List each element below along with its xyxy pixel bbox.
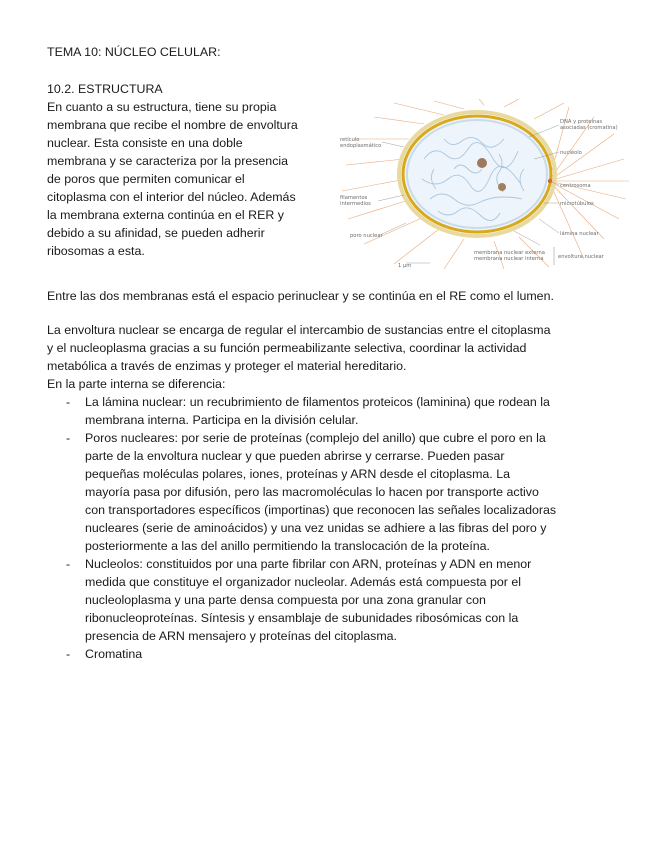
label-envoltura: envoltura nuclear — [558, 254, 604, 260]
bullet-line: Nucleolos: constituidos por una parte fibrilar con ARN, proteínas y ADN en menor — [85, 557, 532, 571]
bullet-dash: - — [66, 431, 71, 445]
bullet-line: Cromatina — [85, 647, 143, 661]
bullet-line: medida que constituye el organizador nucleolar. Además está compuesta por el — [85, 575, 522, 589]
intro-line: membrana y se caracteriza por la presencia — [47, 154, 289, 168]
intro-line: de poros que permiten comunicar el — [47, 172, 245, 186]
label-escala: 1 µm — [398, 263, 412, 269]
label-poro: poro nuclear — [350, 233, 383, 239]
nucleus-diagram — [334, 99, 634, 271]
centrosome-graphic — [548, 179, 552, 183]
label-microtubulos: microtúbulos — [560, 201, 594, 207]
bullet-line: nucleoloplasma y una parte densa compuesta por una zona granular con — [85, 593, 486, 607]
nucleolus-graphic — [477, 158, 487, 168]
label-filamentos: filamentos — [340, 195, 368, 201]
label-reticulo: endoplasmático — [340, 143, 382, 149]
paragraph-internal: En la parte interna se diferencia: — [47, 377, 226, 391]
bullet-line: parte de la envoltura nuclear y que pueden abrirse y cerrarse. Pueden pasar — [85, 449, 505, 463]
intro-line: nuclear. Esta consiste en una doble — [47, 136, 243, 150]
intro-line: debido a su afinidad, se pueden adherir — [47, 226, 265, 240]
bullet-line: mayoría pasa por difusión, pero las macromoléculas lo hacen por transporte activo — [85, 485, 539, 499]
label-centrosoma: centrosoma — [560, 183, 591, 189]
label-dna: asociadas (cromatina) — [560, 125, 618, 131]
nucleus-illustration — [334, 99, 634, 271]
label-filamentos: intermedios — [340, 201, 371, 207]
intro-line: citoplasma con el interior del núcleo. Además — [47, 190, 296, 204]
bullet-line: presencia de ARN mensajero y proteínas del citoplasma. — [85, 629, 397, 643]
label-lamina: lámina nuclear — [560, 231, 599, 237]
document-title: TEMA 10: NÚCLEO CELULAR: — [47, 45, 221, 59]
bullet-line: La lámina nuclear: un recubrimiento de filamentos proteicos (laminina) que rodean la — [85, 395, 550, 409]
bullet-line: Poros nucleares: por serie de proteínas (complejo del anillo) que cubre el poro en la — [85, 431, 546, 445]
function-line: La envoltura nuclear se encarga de regular el intercambio de sustancias entre el citoplasma — [47, 323, 551, 337]
paragraph-perinuclear: Entre las dos membranas está el espacio perinuclear y se continúa en el RE como el lumen. — [47, 289, 554, 303]
label-membrana-interna: membrana nuclear interna — [474, 256, 544, 262]
bullet-line: nucleares (serie de aminoácidos) y una vez unidas se adhiere a las fibras del poro y — [85, 521, 547, 535]
intro-line: ribosomas a esta. — [47, 244, 145, 258]
label-reticulo: retículo — [340, 137, 360, 143]
bullet-line: pequeñas moléculas polares, iones, proteínas y ARN desde el citoplasma. La — [85, 467, 510, 481]
bullet-dash: - — [66, 557, 71, 571]
label-dna: DNA y proteínas — [560, 119, 603, 125]
section-heading: 10.2. ESTRUCTURA — [47, 82, 163, 96]
bullet-dash: - — [66, 395, 71, 409]
intro-line: membrana que recibe el nombre de envoltura — [47, 118, 298, 132]
function-line: y el nucleoplasma gracias a su función permeabilizante selectiva, coordinar la actividad — [47, 341, 527, 355]
bullet-line: membrana interna. Participa en la división celular. — [85, 413, 359, 427]
label-membrana-externa: membrana nuclear externa — [474, 250, 545, 256]
bullet-dash: - — [66, 647, 71, 661]
intro-line: En cuanto a su estructura, tiene su propia — [47, 100, 277, 114]
nuclear-envelope-graphic — [403, 116, 551, 232]
bullet-line: con transportadores específicos (importinas) que reconocen las señales localizadoras — [85, 503, 557, 517]
function-line: metabólica a través de enzimas y proteger el material hereditario. — [47, 359, 407, 373]
bullet-line: posteriormente a las del anillo permitiendo la translocación de la proteína. — [85, 539, 490, 553]
label-nucleolo: nucléolo — [560, 150, 582, 156]
intro-line: la membrana externa continúa en el RER y — [47, 208, 284, 222]
bullet-line: ribonucleoproteínas. Síntesis y ensamblaje de subunidades ribosómicas con la — [85, 611, 519, 625]
